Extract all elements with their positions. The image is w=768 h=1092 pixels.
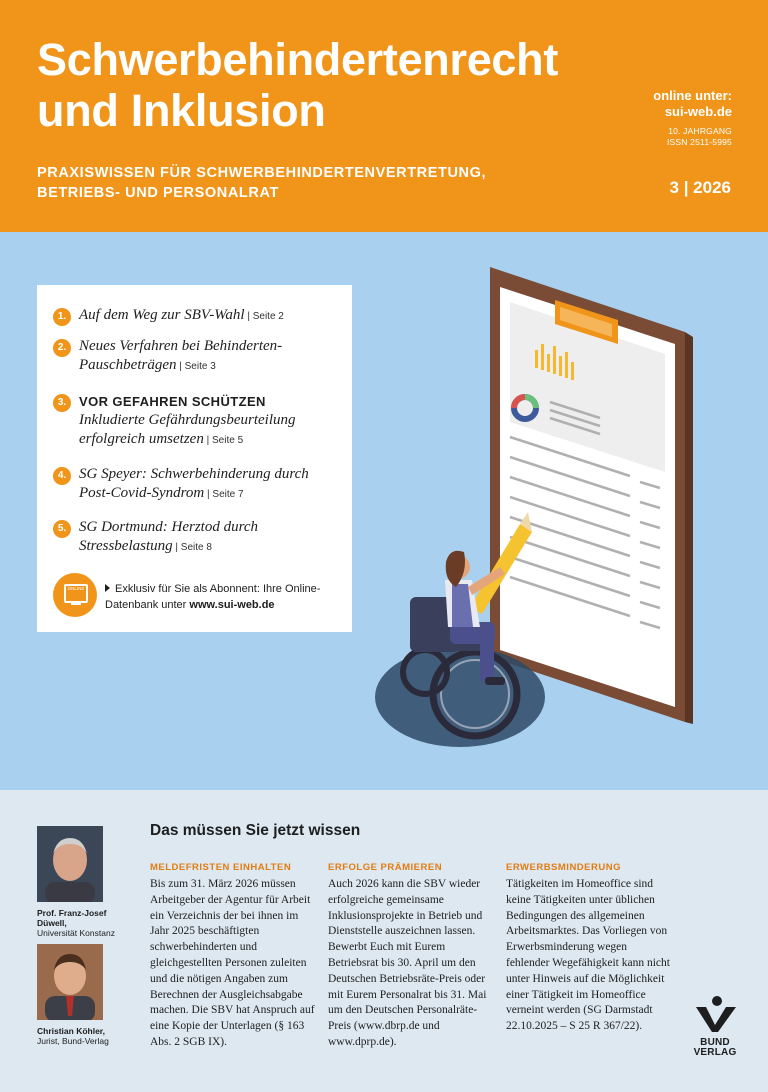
author-koehler: Christian Köhler, Jurist, Bund-Verlag	[37, 1026, 109, 1046]
toc-item-3[interactable]: 3. VOR GEFAHREN SCHÜTZEN Inkludierte Gefährdungsbeurteilung erfolgreich umsetzen | Seite 5	[53, 392, 343, 450]
online-icon: ONLINE	[53, 573, 97, 617]
section-title: Das müssen Sie jetzt wissen	[150, 822, 361, 839]
arrow-right-icon	[105, 584, 110, 592]
toc-item-4[interactable]: 4. SG Speyer: Schwerbehinderung durch Post-Covid-Syndrom | Seite 7	[53, 465, 343, 504]
portrait-duewell	[37, 826, 103, 902]
masthead	[0, 0, 768, 232]
magazine-title: Schwerbehindertenrecht und Inklusion	[37, 34, 559, 136]
volume-info: 10. JAHRGANG ISSN 2511-5995	[666, 126, 732, 147]
online-database-note[interactable]: Exklusiv für Sie als Abonnent: Ihre Online-Datenbank unter www.sui-web.de	[105, 583, 321, 611]
issue-number: 3 | 2026	[669, 178, 731, 197]
bund-logo-icon	[692, 995, 738, 1033]
author-duewell: Prof. Franz-Josef Düwell, Universität Konstanz	[37, 908, 115, 938]
clipboard-wheelchair-illustration	[360, 262, 700, 762]
toc-item-2[interactable]: 2. Neues Verfahren bei Behinderten-Pauschbeträgen | Seite 3	[53, 337, 343, 376]
table-of-contents	[37, 285, 352, 632]
online-link[interactable]: online unter: sui-web.de	[653, 88, 732, 119]
bund-verlag-logo: BUND VERLAG	[692, 995, 738, 1058]
portrait-koehler	[37, 944, 103, 1020]
news-column-2: ERFOLGE PRÄMIEREN Auch 2026 kann die SBV wieder erfolgreiche gemeinsame Inklusionsprojekte in Betrieb und Dienststelle auszeichnen lassen. Bewerbt Euch mit Eurem Betriebsrat bis 30. April um den Deutschen Betriebsräte-Preis oder mit Eurem Personalrat bis 31. Mai um den Deutschen Personalräte-Preis (www.dbrp.de und www.dprp.de).	[328, 862, 487, 1048]
magazine-subtitle: PRAXISWISSEN FÜR SCHWERBEHINDERTENVERTRETUNG, BETRIEBS- UND PERSONALRAT	[37, 165, 487, 201]
toc-item-5[interactable]: 5. SG Dortmund: Herztod durch Stressbelastung | Seite 8	[53, 518, 343, 557]
toc-item-1[interactable]: 1. Auf dem Weg zur SBV-Wahl | Seite 2	[53, 306, 343, 326]
news-column-1: MELDEFRISTEN EINHALTEN Bis zum 31. März 2026 müssen Arbeitgeber der Agentur für Arbeit ein Verzeichnis der bei ihnen im Jahr 2025 beschäftigten schwerbehinderten und gleichgestellten Personen zuleiten und die nötigen Angaben zum Berechnen der Ausgleichsabgabe machen. Die SBV hat Anspruch auf eine Kopie der Unterlagen (§ 163 Abs. 2 SGB IX).	[150, 862, 315, 1048]
news-column-3: ERWERBSMINDERUNG Tätigkeiten im Homeoffice sind keine Tätigkeiten unter üblichen Bedingungen des allgemeinen Arbeitsmarktes. Das Vorliegen von Erwerbsminderung wegen fehlender Wegefähigkeit kann nicht unter Hinweis auf die Möglichkeit einer Tätigkeit im Homeoffice verneint werden (SG Darmstadt 22.10.2025 – S 25 R 367/22).	[506, 862, 670, 1033]
